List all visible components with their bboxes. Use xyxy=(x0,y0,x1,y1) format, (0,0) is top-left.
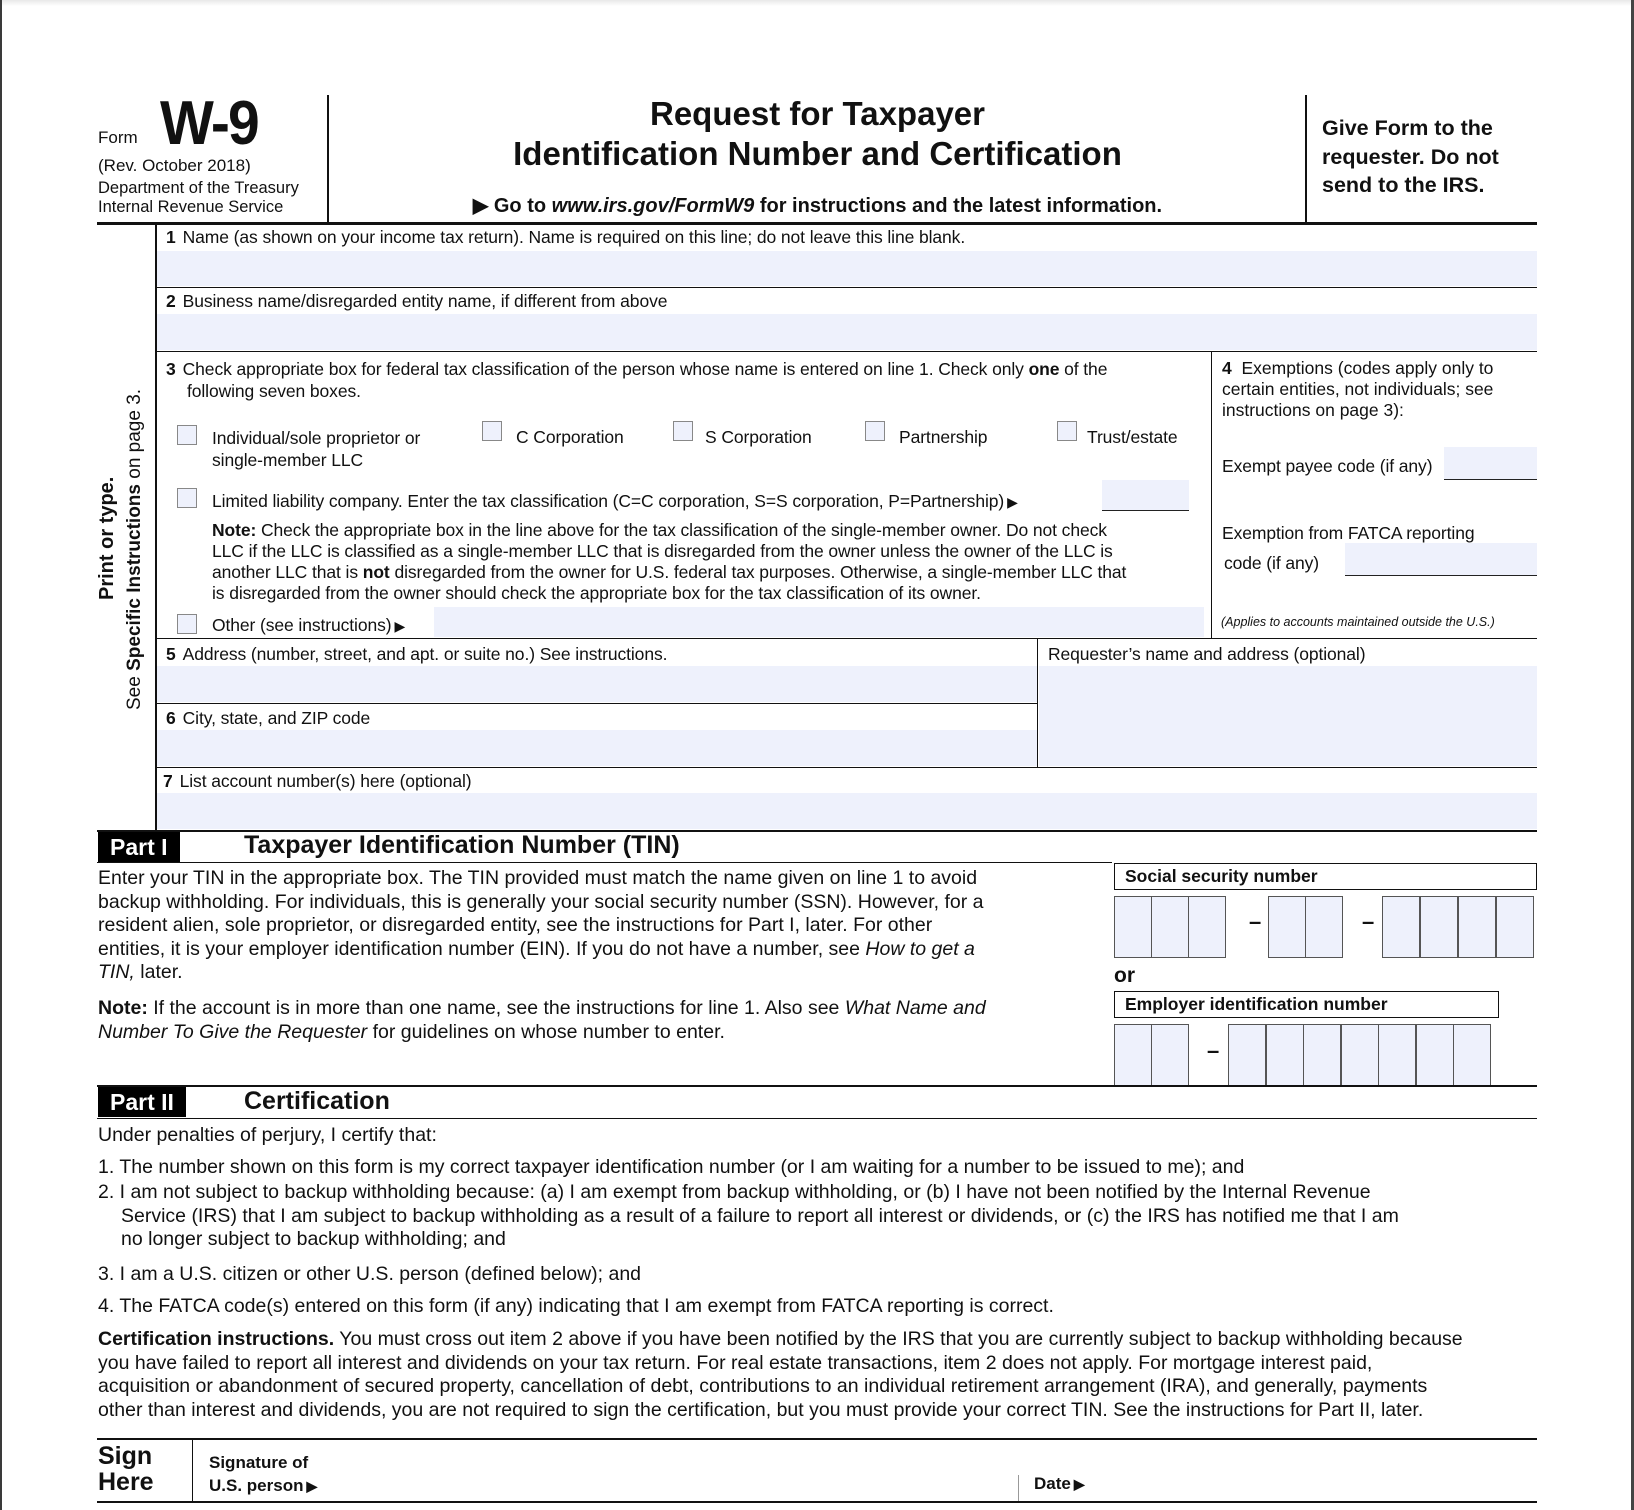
part1-para-line3: resident alien, sole proprietor, or disregarded entity, see the instructions for Part I, later. For other xyxy=(98,914,933,936)
line4-label xyxy=(1222,358,1493,421)
fatca-label-line2: code (if any) xyxy=(1224,553,1319,573)
option-c-corporation-label: C Corporation xyxy=(516,427,624,447)
note-line3-a: another LLC that is xyxy=(212,562,358,582)
option-s-corporation-label: S Corporation xyxy=(705,427,812,447)
llc-classification-input[interactable] xyxy=(1102,480,1189,511)
cert-line4: other than interest and dividends, you are not required to sign the certification, but you must provide your correct TIN. See the instructions for Part II, later. xyxy=(98,1398,1424,1421)
signature-label-line2: U.S. person xyxy=(209,1476,304,1495)
note-line1-text: Check the appropriate box in the line above for the tax classification of the single-member owner. Do not check xyxy=(260,520,1107,540)
other-classification-input[interactable] xyxy=(434,607,1204,637)
triangle-arrow-icon: ▶ xyxy=(306,1478,318,1494)
exempt-payee-input[interactable] xyxy=(1444,447,1537,480)
line2-bottom-rule xyxy=(156,351,1537,352)
account-numbers-input[interactable] xyxy=(157,793,1537,829)
part1-para-line1: Enter your TIN in the appropriate box. The TIN provided must match the name given on line 1 to avoid xyxy=(98,867,978,889)
see-specific-instructions xyxy=(124,389,146,710)
llc-note-line4: is disregarded from the owner should check the appropriate box for the tax classification of its owner. xyxy=(212,583,981,603)
certification-instructions xyxy=(98,1328,1463,1422)
ssn-dash-2: – xyxy=(1362,909,1375,934)
line3-number: 3 xyxy=(166,359,176,379)
header-bottom-rule xyxy=(97,222,1537,225)
part1-note xyxy=(98,997,986,1044)
print-or-type-label: Print or type. xyxy=(96,476,118,600)
option-partnership-label: Partnership xyxy=(899,427,988,447)
header-divider-right xyxy=(1305,95,1307,223)
how-to-get-tin-ref: How to get a xyxy=(865,937,975,960)
item2-line3: no longer subject to backup withholding; and xyxy=(121,1228,506,1250)
line4-text-3: instructions on page 3): xyxy=(1222,400,1404,420)
address-input[interactable] xyxy=(157,666,1037,702)
part1-para-line5 xyxy=(98,961,983,985)
ein-digit-5[interactable] xyxy=(1303,1024,1341,1086)
line3-text-a: Check appropriate box for federal tax classification of the person whose name is entered on line 1. Check only xyxy=(182,359,1024,379)
option-individual-label: Individual/sole proprietor or xyxy=(212,428,421,448)
part2-tag: Part II xyxy=(98,1087,186,1117)
title-line1: Request for Taxpayer xyxy=(650,95,985,132)
date-field[interactable] xyxy=(1100,1445,1537,1499)
other-label-text: Other (see instructions) xyxy=(212,615,392,635)
sign-here-label xyxy=(98,1443,154,1495)
form-word: Form xyxy=(98,128,138,147)
line1-bottom-rule xyxy=(156,287,1537,288)
llc-label-text: Limited liability company. Enter the tax classification (C=C corporation, S=S corporation, P=Partnership) xyxy=(212,491,1005,511)
sign-divider xyxy=(192,1440,193,1502)
line6-number: 6 xyxy=(166,708,176,728)
signature-field[interactable] xyxy=(340,1445,1010,1499)
address-requester-divider xyxy=(1037,639,1038,767)
line5-number: 5 xyxy=(166,644,176,664)
part1-title-rule xyxy=(97,862,1112,863)
triangle-arrow-icon: ▶ xyxy=(1007,494,1018,510)
form-title xyxy=(330,94,1305,174)
line5-bottom-rule xyxy=(156,703,1038,704)
note-line3-c: disregarded from the owner for U.S. federal tax purposes. Otherwise, a single-member LLC that xyxy=(394,562,1127,582)
line3-label-line2: following seven boxes. xyxy=(187,381,361,401)
part1-title: Taxpayer Identification Number (TIN) xyxy=(244,831,680,859)
give-form-line3: send to the IRS. xyxy=(1322,173,1485,197)
signature-label-line1: Signature of xyxy=(209,1453,309,1472)
llc-note-line2: LLC if the LLC is classified as a single-member LLC that is disregarded from the owner unless the owner of the LLC is xyxy=(212,541,1113,561)
part1-note-line1b: What Name and xyxy=(844,997,986,1019)
cert-instructions-bold: Certification instructions. xyxy=(98,1328,335,1350)
line4-text-2: certain entities, not individuals; see xyxy=(1222,379,1494,399)
part2-title: Certification xyxy=(244,1087,390,1115)
part2-title-rule xyxy=(97,1118,1537,1119)
cert-line2: you have failed to report all interest and dividends on your tax return. For real estate transactions, item 2 does not apply. For mortgage interest paid, xyxy=(98,1351,1373,1374)
line2-number: 2 xyxy=(166,291,176,311)
signature-label xyxy=(209,1451,317,1498)
cert-line3: acquisition or abandonment of secured property, cancellation of debt, contributions to an individual retirement arrangement (IRA), and generally, payments xyxy=(98,1375,1428,1397)
line1-text: Name (as shown on your income tax return). Name is required on this line; do not leave this line blank. xyxy=(182,227,966,247)
ssn-digit-1[interactable] xyxy=(1114,896,1152,958)
sign-word: Sign xyxy=(98,1442,153,1470)
page-top-shade xyxy=(0,0,1634,6)
ein-digit-3[interactable] xyxy=(1228,1024,1266,1086)
certification-item2 xyxy=(98,1181,1399,1252)
ein-digit-2[interactable] xyxy=(1151,1024,1189,1086)
note-line3-bold: not xyxy=(362,562,390,582)
city-state-zip-input[interactable] xyxy=(157,730,1037,766)
requester-label: Requester’s name and address (optional) xyxy=(1048,644,1366,664)
form-revision: (Rev. October 2018) xyxy=(98,156,251,175)
ein-digit-7[interactable] xyxy=(1378,1024,1416,1086)
part1-note-line2b: for guidelines on whose number to enter. xyxy=(372,1020,725,1043)
line7-text: List account number(s) here (optional) xyxy=(179,771,472,791)
line2-label xyxy=(166,291,667,312)
ssn-digit-3[interactable] xyxy=(1188,896,1226,958)
checkbox-other[interactable] xyxy=(177,614,197,634)
llc-note-line1 xyxy=(212,520,1107,541)
fatca-code-input[interactable] xyxy=(1345,543,1537,576)
ssn-digit-7[interactable] xyxy=(1420,896,1458,958)
triangle-arrow-icon: ▶ xyxy=(1073,1476,1085,1492)
line7-number: 7 xyxy=(163,771,173,791)
goto-prefix: Go to xyxy=(493,195,547,217)
certification-item1: 1. The number shown on this form is my correct taxpayer identification number (or I am waiting for a number to be issued to me); and xyxy=(98,1156,1245,1178)
checkbox-llc[interactable] xyxy=(177,488,197,508)
line3-label xyxy=(166,359,1107,380)
line4-number: 4 xyxy=(1222,358,1232,378)
line7-label xyxy=(163,771,472,792)
ein-label: Employer identification number xyxy=(1114,991,1499,1018)
fatca-label-line1: Exemption from FATCA reporting xyxy=(1222,523,1475,543)
service: Internal Revenue Service xyxy=(98,198,284,216)
ssn-digit-9[interactable] xyxy=(1496,896,1534,958)
ein-digit-9[interactable] xyxy=(1453,1024,1491,1086)
part1-para-line4 xyxy=(98,938,983,962)
date-label-text: Date xyxy=(1034,1474,1071,1493)
cert-line1: You must cross out item 2 above if you have been notified by the IRS that you are currently subject to backup withholding because xyxy=(339,1328,1463,1350)
line6-label xyxy=(166,708,370,729)
ssn-digit-8[interactable] xyxy=(1458,896,1496,958)
ein-digit-4[interactable] xyxy=(1266,1024,1304,1086)
ssn-digit-5[interactable] xyxy=(1305,896,1343,958)
line5-text: Address (number, street, and apt. or suite no.) See instructions. xyxy=(182,644,668,664)
line6-text: City, state, and ZIP code xyxy=(182,708,371,728)
part1-note-bold: Note: xyxy=(98,997,148,1019)
give-form-line2: requester. Do not xyxy=(1322,144,1499,169)
sign-bottom-rule xyxy=(97,1501,1537,1503)
line3-text-bold: one xyxy=(1028,359,1060,379)
form-number: W-9 xyxy=(160,89,258,158)
line3-text-b: of the xyxy=(1064,359,1108,379)
part1-para-line2: backup withholding. For individuals, this is generally your social security number (SSN). However, for a xyxy=(98,890,984,913)
checkbox-c-corporation[interactable] xyxy=(482,421,502,441)
triangle-arrow-icon: ▶ xyxy=(394,618,406,634)
tin-italic: TIN, xyxy=(98,961,135,983)
here-word: Here xyxy=(98,1468,154,1496)
certification-intro: Under penalties of perjury, I certify that: xyxy=(98,1124,437,1146)
part1-tag: Part I xyxy=(98,832,180,862)
line3-bottom-rule xyxy=(156,638,1537,639)
item2-line2: Service (IRS) that I am subject to backup withholding as a result of a failure to report all interest or dividends, or (c) the IRS has notified me that I am xyxy=(121,1204,1399,1227)
certification-item4: 4. The FATCA code(s) entered on this form (if any) indicating that I am exempt from FATCA reporting is correct. xyxy=(98,1295,1054,1317)
exempt-payee-label: Exempt payee code (if any) xyxy=(1222,456,1433,476)
or-label: or xyxy=(1114,964,1135,987)
triangle-arrow-icon: ▶ xyxy=(472,195,489,217)
irs-url-link[interactable]: www.irs.gov/FormW9 xyxy=(551,195,755,217)
ein-digit-1[interactable] xyxy=(1114,1024,1152,1086)
llc-note-line3 xyxy=(212,562,1126,583)
checkbox-individual[interactable] xyxy=(177,425,197,445)
checkbox-trust-estate[interactable] xyxy=(1057,421,1077,441)
line6-bottom-rule xyxy=(156,767,1537,768)
part1-note-line2a: Number To Give the Requester xyxy=(98,1020,368,1043)
line5-label xyxy=(166,644,667,665)
specific-instructions-bold: Specific Instructions xyxy=(124,484,145,671)
goto-instructions xyxy=(330,193,1305,218)
page-left-border xyxy=(0,0,2,1510)
item2-line1: 2. I am not subject to backup withholding because: (a) I am exempt from backup withholding, or (b) I have not been notified by the Internal Revenue xyxy=(98,1181,1371,1203)
fatca-note: (Applies to accounts maintained outside the U.S.) xyxy=(1221,615,1495,629)
on-page-text: on page 3. xyxy=(124,388,145,479)
option-individual-label2: single-member LLC xyxy=(212,450,363,470)
later-text: later. xyxy=(140,961,183,983)
business-name-input[interactable] xyxy=(157,314,1537,350)
ssn-digit-2[interactable] xyxy=(1151,896,1189,958)
line2-text: Business name/disregarded entity name, if different from above xyxy=(182,291,668,311)
line4-text-1: Exemptions (codes apply only to xyxy=(1241,358,1494,378)
ein-digit-8[interactable] xyxy=(1416,1024,1454,1086)
ssn-dash-1: – xyxy=(1249,909,1262,934)
ssn-digit-6[interactable] xyxy=(1382,896,1420,958)
title-line2: Identification Number and Certification xyxy=(513,135,1122,172)
line3-line4-divider xyxy=(1211,352,1212,639)
note-bold: Note: xyxy=(212,520,257,540)
part1-note-line1a: If the account is in more than one name, see the instructions for line 1. Also see xyxy=(153,997,840,1019)
give-form-note xyxy=(1322,114,1499,200)
line1-label xyxy=(166,227,965,248)
other-label xyxy=(212,615,405,636)
ein-digit-6[interactable] xyxy=(1341,1024,1379,1086)
checkbox-partnership[interactable] xyxy=(865,421,885,441)
ssn-digit-4[interactable] xyxy=(1268,896,1306,958)
part1-instructions xyxy=(98,867,983,985)
line1-number: 1 xyxy=(166,227,176,247)
date-label xyxy=(1034,1474,1085,1494)
ein-dash: – xyxy=(1207,1038,1220,1063)
sign-top-rule xyxy=(97,1438,1537,1440)
name-input[interactable] xyxy=(157,251,1537,286)
certification-item3: 3. I am a U.S. citizen or other U.S. person (defined below); and xyxy=(98,1263,642,1285)
header-divider-left xyxy=(327,95,329,223)
ssn-label: Social security number xyxy=(1114,863,1537,890)
date-divider xyxy=(1018,1475,1019,1502)
checkbox-s-corporation[interactable] xyxy=(673,421,693,441)
department: Department of the Treasury xyxy=(98,179,299,197)
give-form-line1: Give Form to the xyxy=(1322,116,1493,140)
llc-label xyxy=(212,491,1018,512)
part1-para-line4a: entities, it is your employer identification number (EIN). If you do not have a number, see xyxy=(98,937,860,960)
requester-input[interactable] xyxy=(1039,666,1537,766)
goto-suffix: for instructions and the latest information. xyxy=(759,195,1163,217)
option-trust-estate-label: Trust/estate xyxy=(1087,427,1178,447)
see-word: See xyxy=(124,676,145,710)
